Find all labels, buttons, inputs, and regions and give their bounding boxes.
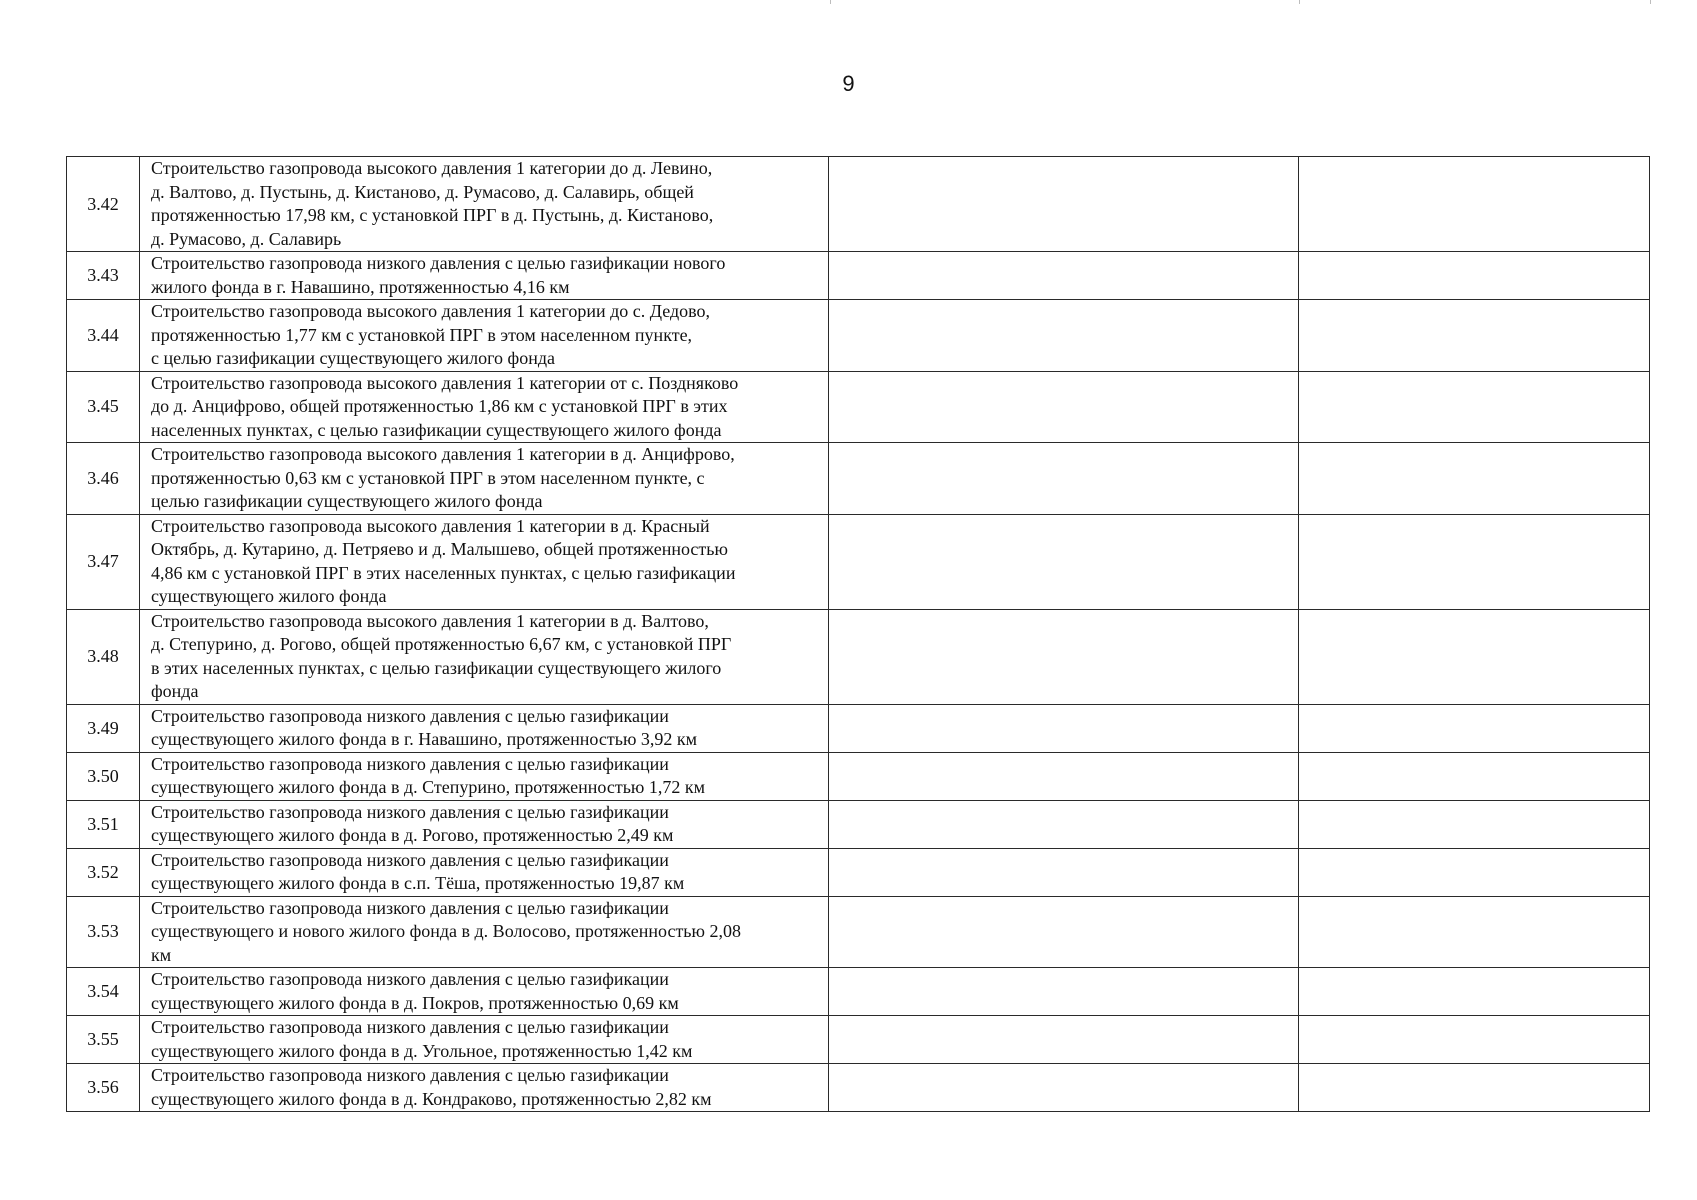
description-line: существующего жилого фонда в д. Угольное, протяженностью 1,42 км (151, 1040, 693, 1061)
item-description (140, 371, 829, 443)
description-line: с целью газификации существующего жилого фонда (151, 348, 555, 368)
item-description (140, 300, 829, 372)
table-row (67, 704, 1650, 752)
table-row (67, 252, 1650, 300)
description-line: существующего жилого фонда в д. Рогово, протяженностью 2,49 км (151, 825, 674, 845)
item-number: 3.53 (67, 896, 140, 968)
empty-cell (1299, 968, 1650, 1016)
description-line: существующего жилого фонда в д. Покров, протяженностью 0,69 км (151, 992, 679, 1013)
empty-cell (829, 800, 1299, 848)
item-number: 3.45 (67, 371, 140, 443)
empty-cell (1299, 514, 1650, 609)
description-line: существующего жилого фонда в с.п. Тёша, протяженностью 19,87 км (151, 873, 685, 893)
description-line: Строительство газопровода высокого давления 1 категории до д. Левино, (151, 158, 713, 178)
description-line: Строительство газопровода низкого давления с целью газификации (151, 1065, 669, 1085)
item-description (140, 1016, 829, 1064)
item-description (140, 157, 829, 252)
empty-cell (1299, 252, 1650, 300)
description-line: существующего жилого фонда в г. Навашино, протяженностью 3,92 км (151, 729, 698, 749)
item-description (140, 514, 829, 609)
item-number: 3.50 (67, 752, 140, 800)
item-number: 3.48 (67, 609, 140, 704)
table-row (67, 443, 1650, 515)
item-number: 3.47 (67, 514, 140, 609)
item-description (140, 1064, 829, 1112)
description-line: протяженностью 1,77 км с установкой ПРГ в этом населенном пункте, (151, 324, 693, 345)
table-row (67, 1016, 1650, 1064)
description-line: д. Степурино, д. Рогово, общей протяженностью 6,67 км, с установкой ПРГ (151, 634, 732, 654)
table-row (67, 609, 1650, 704)
item-description (140, 848, 829, 896)
description-line: населенных пунктах, с целью газификации существующего жилого фонда (151, 419, 722, 440)
table-row (67, 371, 1650, 443)
empty-cell (829, 1016, 1299, 1064)
empty-cell (1299, 443, 1650, 515)
item-description (140, 800, 829, 848)
empty-cell (1299, 800, 1650, 848)
description-line: целью газификации существующего жилого фонда (151, 491, 543, 511)
description-line: Строительство газопровода высокого давления 1 категории от с. Поздняково (151, 372, 739, 393)
empty-cell (1299, 1016, 1650, 1064)
description-line: протяженностью 0,63 км с установкой ПРГ в этом населенном пункте, с (151, 467, 705, 488)
description-line: жилого фонда в г. Навашино, протяженностью 4,16 км (151, 276, 570, 297)
description-line: Строительство газопровода низкого давления с целью газификации (151, 1017, 669, 1037)
table-row (67, 157, 1650, 252)
description-line: Строительство газопровода низкого давления с целью газификации (151, 705, 669, 726)
empty-cell (829, 514, 1299, 609)
scan-edge-mark (830, 0, 831, 4)
empty-cell (829, 371, 1299, 443)
table-row (67, 800, 1650, 848)
empty-cell (829, 609, 1299, 704)
description-line: до д. Анцифрово, общей протяженностью 1,86 км с установкой ПРГ в этих (151, 396, 728, 416)
empty-cell (1299, 371, 1650, 443)
item-description (140, 443, 829, 515)
description-line: существующего жилого фонда в д. Кондраково, протяженностью 2,82 км (151, 1088, 712, 1109)
page-number: 9 (842, 71, 855, 96)
empty-cell (1299, 157, 1650, 252)
description-line: д. Румасово, д. Салавирь (151, 228, 342, 249)
empty-cell (829, 300, 1299, 372)
table-row (67, 968, 1650, 1016)
item-number: 3.44 (67, 300, 140, 372)
empty-cell (1299, 704, 1650, 752)
item-number: 3.51 (67, 800, 140, 848)
empty-cell (829, 848, 1299, 896)
description-line: 4,86 км с установкой ПРГ в этих населенных пунктах, с целью газификации (151, 562, 736, 583)
item-number: 3.52 (67, 848, 140, 896)
item-number: 3.55 (67, 1016, 140, 1064)
description-line: Строительство газопровода низкого давления с целью газификации нового (151, 253, 726, 273)
empty-cell (1299, 752, 1650, 800)
item-number: 3.54 (67, 968, 140, 1016)
empty-cell (829, 1064, 1299, 1112)
description-line: Строительство газопровода низкого давления с целью газификации (151, 969, 669, 989)
table-row (67, 896, 1650, 968)
works-table (66, 156, 1650, 1112)
item-description (140, 896, 829, 968)
description-line: Строительство газопровода высокого давления 1 категории до с. Дедово, (151, 301, 711, 321)
description-line: Строительство газопровода низкого давления с целью газификации (151, 897, 669, 918)
item-description (140, 752, 829, 800)
empty-cell (1299, 1064, 1650, 1112)
description-line: Строительство газопровода низкого давления с целью газификации (151, 801, 669, 822)
item-number: 3.56 (67, 1064, 140, 1112)
description-line: Строительство газопровода низкого давления с целью газификации (151, 849, 669, 870)
description-line: Октябрь, д. Кутарино, д. Петряево и д. Малышево, общей протяженностью (151, 539, 728, 559)
description-line: Строительство газопровода высокого давления 1 категории в д. Валтово, (151, 610, 709, 631)
description-line: существующего жилого фонда в д. Степурино, протяженностью 1,72 км (151, 777, 705, 797)
empty-cell (1299, 896, 1650, 968)
description-line: фонда (151, 681, 199, 701)
empty-cell (829, 704, 1299, 752)
table-row (67, 300, 1650, 372)
empty-cell (829, 896, 1299, 968)
works-table-body (67, 157, 1650, 1112)
scan-edge-mark (1650, 0, 1651, 4)
description-line: протяженностью 17,98 км, с установкой ПРГ в д. Пустынь, д. Кистаново, (151, 205, 714, 225)
item-number: 3.49 (67, 704, 140, 752)
description-line: существующего и нового жилого фонда в д. Волосово, протяженностью 2,08 (151, 921, 741, 941)
empty-cell (829, 752, 1299, 800)
table-row (67, 514, 1650, 609)
empty-cell (1299, 848, 1650, 896)
item-number: 3.42 (67, 157, 140, 252)
item-description (140, 609, 829, 704)
description-line: в этих населенных пунктах, с целью газификации существующего жилого (151, 657, 722, 678)
item-number: 3.46 (67, 443, 140, 515)
empty-cell (829, 968, 1299, 1016)
table-row (67, 848, 1650, 896)
empty-cell (829, 252, 1299, 300)
item-description (140, 968, 829, 1016)
description-line: Строительство газопровода низкого давления с целью газификации (151, 753, 669, 774)
empty-cell (1299, 609, 1650, 704)
table-row (67, 752, 1650, 800)
description-line: Строительство газопровода высокого давления 1 категории в д. Красный (151, 515, 710, 536)
description-line: км (151, 944, 172, 965)
description-line: Строительство газопровода высокого давления 1 категории в д. Анцифрово, (151, 444, 735, 464)
table-row (67, 1064, 1650, 1112)
item-description (140, 704, 829, 752)
item-number: 3.43 (67, 252, 140, 300)
description-line: существующего жилого фонда (151, 586, 387, 606)
empty-cell (829, 157, 1299, 252)
item-description (140, 252, 829, 300)
description-line: д. Валтово, д. Пустынь, д. Кистаново, д. Румасово, д. Салавирь, общей (151, 181, 694, 202)
scan-edge-mark (1299, 0, 1300, 4)
empty-cell (829, 443, 1299, 515)
empty-cell (1299, 300, 1650, 372)
